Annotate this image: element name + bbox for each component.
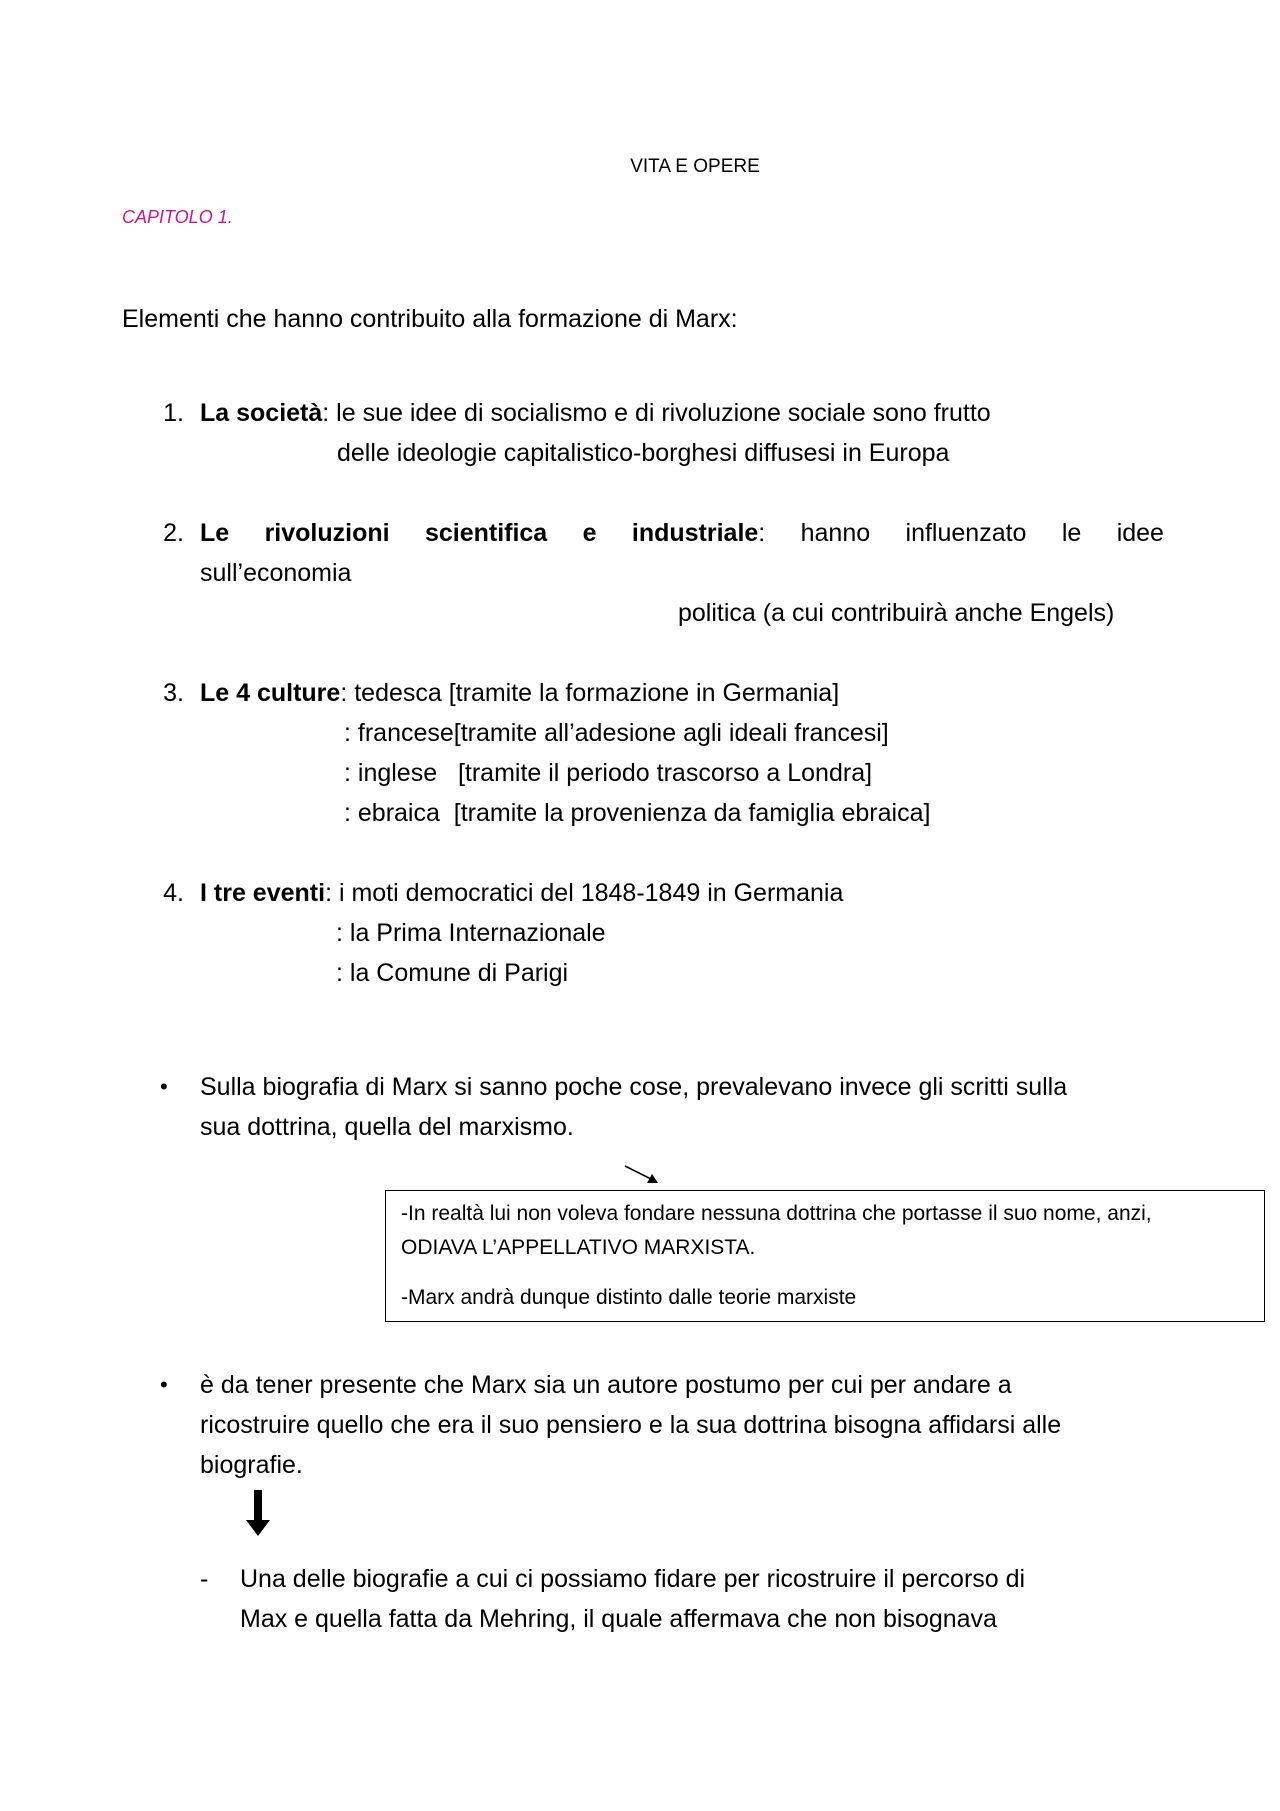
bullet-text: è da tener presente che Marx sia un autore postumo per cui per andare a — [200, 1371, 1012, 1399]
text-word: : — [758, 519, 766, 547]
note-line: -Marx andrà dunque distinto dalle teorie marxiste — [401, 1286, 857, 1309]
note-line: ODIAVA L’APPELLATIVO MARXISTA. — [401, 1236, 756, 1259]
dash-text: Max e quella fatta da Mehring, il quale affermava che non bisognava — [240, 1605, 997, 1633]
justified-line — [200, 513, 1164, 553]
bullet-symbol: • — [160, 1074, 168, 1099]
bullet-text: ricostruire quello che era il suo pensiero e la sua dottrina bisogna affidarsi alle — [200, 1411, 1062, 1439]
page-title: VITA E OPERE — [630, 156, 760, 177]
list-item-line — [200, 673, 839, 713]
text-word: idee — [1116, 519, 1164, 547]
item-text: : tedesca [tramite la formazione in Germania] — [340, 679, 840, 707]
item-continuation: sull’economia — [200, 559, 352, 587]
list-number: 2. — [163, 519, 184, 547]
dash-text: Una delle biografie a cui ci possiamo fidare per ricostruire il percorso di — [240, 1565, 1026, 1593]
note-box — [385, 1190, 1265, 1322]
text-word: le — [1061, 519, 1082, 547]
bullet-text: Sulla biografia di Marx si sanno poche cose, prevalevano invece gli scritti sulla — [200, 1073, 1068, 1101]
item-continuation: : ebraica [tramite la provenienza da famiglia ebraica] — [344, 799, 931, 827]
list-number: 3. — [163, 679, 184, 707]
item-continuation: : la Prima Internazionale — [336, 919, 606, 947]
list-item-line — [200, 873, 843, 913]
section-heading: Elementi che hanno contribuito alla formazione di Marx: — [122, 305, 738, 333]
bullet-symbol: • — [160, 1372, 168, 1397]
bullet-text: sua dottrina, quella del marxismo. — [200, 1113, 574, 1141]
item-continuation: delle ideologie capitalistico-borghesi diffusesi in Europa — [337, 439, 950, 467]
item-continuation: politica (a cui contribuirà anche Engels) — [678, 599, 1115, 627]
bullet-text: biografie. — [200, 1451, 303, 1479]
dash-symbol: - — [200, 1565, 209, 1593]
down-arrow-icon — [244, 1490, 272, 1538]
bold-word: scientifica — [424, 519, 548, 547]
bold-word: e — [582, 519, 597, 547]
bold-term: Le 4 culture — [200, 679, 341, 707]
item-text: : le sue idee di socialismo e di rivoluzione sociale sono frutto — [322, 399, 991, 427]
note-line: -In realtà lui non voleva fondare nessuna dottrina che portasse il suo nome, anzi, — [401, 1202, 1152, 1225]
bold-word: Le — [200, 519, 230, 547]
item-text: : i moti democratici del 1848-1849 in Germania — [325, 879, 844, 907]
text-word: hanno — [800, 519, 871, 547]
list-number: 1. — [163, 399, 184, 427]
list-item-line — [200, 393, 991, 433]
list-number: 4. — [163, 879, 184, 907]
item-continuation: : francese[tramite all’adesione agli ideali francesi] — [344, 719, 889, 747]
chapter-label: CAPITOLO 1. — [122, 207, 233, 227]
bold-word: rivoluzioni — [264, 519, 390, 547]
item-continuation: : inglese [tramite il periodo trascorso a Londra] — [344, 759, 873, 787]
bold-term: La società — [200, 399, 323, 427]
bold-term: I tre eventi — [200, 879, 326, 907]
small-arrow-icon — [623, 1163, 661, 1187]
item-continuation: : la Comune di Parigi — [336, 959, 569, 987]
text-word: influenzato — [905, 519, 1027, 547]
bold-word: industriale — [631, 519, 759, 547]
